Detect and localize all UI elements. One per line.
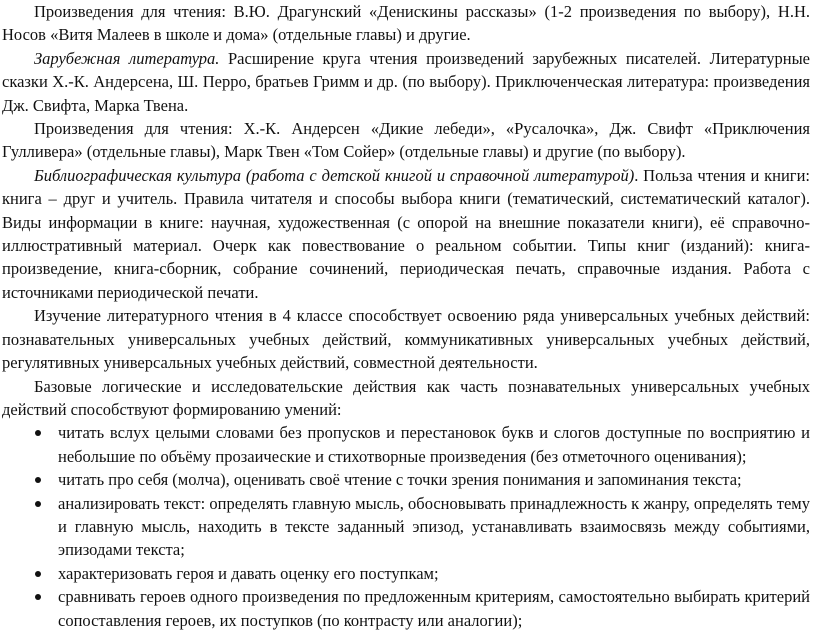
bullet-icon xyxy=(35,501,41,507)
list-item-text: читать вслух целыми словами без пропусков и перестановок букв и слогов доступные по восприятию и небольшие по объёму прозаические и стихотворные произведения (без отметочного оценивания); xyxy=(58,423,810,466)
list-item-text: сравнивать героев одного произведения по предложенным критериям, самостоятельно выбирать критерий сопоставления героев, их поступков (по контрасту или аналогии); xyxy=(58,587,810,630)
paragraph-reading-list-1 xyxy=(2,0,810,47)
paragraph-text: Произведения для чтения: В.Ю. Драгунский «Денискины рассказы» (1-2 произведения по выбору), Н.Н. Носов «Витя Малеев в школе и дома» (отдельные главы) и другие. xyxy=(2,2,810,45)
section-heading-italic: Библиографическая культура (работа с детской книгой и справочной литературой) xyxy=(34,165,635,185)
paragraph-universal-actions xyxy=(2,304,810,374)
list-item xyxy=(2,468,810,491)
paragraph-text: Произведения для чтения: Х.-К. Андерсен «Дикие лебеди», «Русалочка», Дж. Свифт «Приключения Гулливера» (отдельные главы), Марк Твен «Том Сойер» (отдельные главы) и другие (по выбору). xyxy=(2,119,810,162)
section-heading-italic: Зарубежная литература. xyxy=(34,48,220,68)
paragraph-text: Изучение литературного чтения в 4 классе способствует освоению ряда универсальных учебных действий: познавательных универсальных учебных действий, коммуникативных универсальных учебных действий, регулятивных универсальных учебных действий, совместной деятельности. xyxy=(2,306,810,373)
paragraph-bibliographic-culture xyxy=(2,164,810,304)
list-item xyxy=(2,562,810,585)
bullet-icon xyxy=(35,477,41,483)
list-item xyxy=(2,421,810,468)
bullet-icon xyxy=(35,571,41,577)
paragraph-logical-actions xyxy=(2,375,810,422)
list-item-text: характеризовать героя и давать оценку его поступкам; xyxy=(58,563,439,583)
list-item-text: читать про себя (молча), оценивать своё чтение с точки зрения понимания и запоминания текста; xyxy=(58,470,742,490)
paragraph-text: . Польза чтения и книги: книга – друг и учитель. Правила читателя и способы выбора книги (тематический, систематический каталог). Виды информации в книге: научная, художественная (с опорой на внешние показатели книги), её справочно-иллюстративный материал. Очерк как повествование о реальном событии. Типы книг (изданий): книга-произведение, книга-сборник, собрание сочинений, периодическая печать, справочные издания. Работа с источниками периодической печати. xyxy=(2,165,810,302)
paragraph-foreign-literature xyxy=(2,47,810,117)
bullet-icon xyxy=(35,430,41,436)
paragraph-text: Расширение круга чтения произведений зарубежных писателей. Литературные сказки Х.-К. Андерсена, Ш. Перро, братьев Гримм и др. (по выбору). Приключенческая литература: произведения Дж. Свифта, Марка Твена. xyxy=(2,48,810,115)
paragraph-reading-list-2 xyxy=(2,117,810,164)
skills-list xyxy=(2,421,810,632)
paragraph-text: Базовые логические и исследовательские действия как часть познавательных универсальных учебных действий способствуют формированию умений: xyxy=(2,376,810,419)
list-item xyxy=(2,492,810,562)
list-item xyxy=(2,585,810,632)
bullet-icon xyxy=(35,594,41,600)
list-item-text: анализировать текст: определять главную мысль, обосновывать принадлежность к жанру, определять тему и главную мысль, находить в тексте заданный эпизод, устанавливать взаимосвязь между событиями, эпизодами текста; xyxy=(58,493,810,560)
